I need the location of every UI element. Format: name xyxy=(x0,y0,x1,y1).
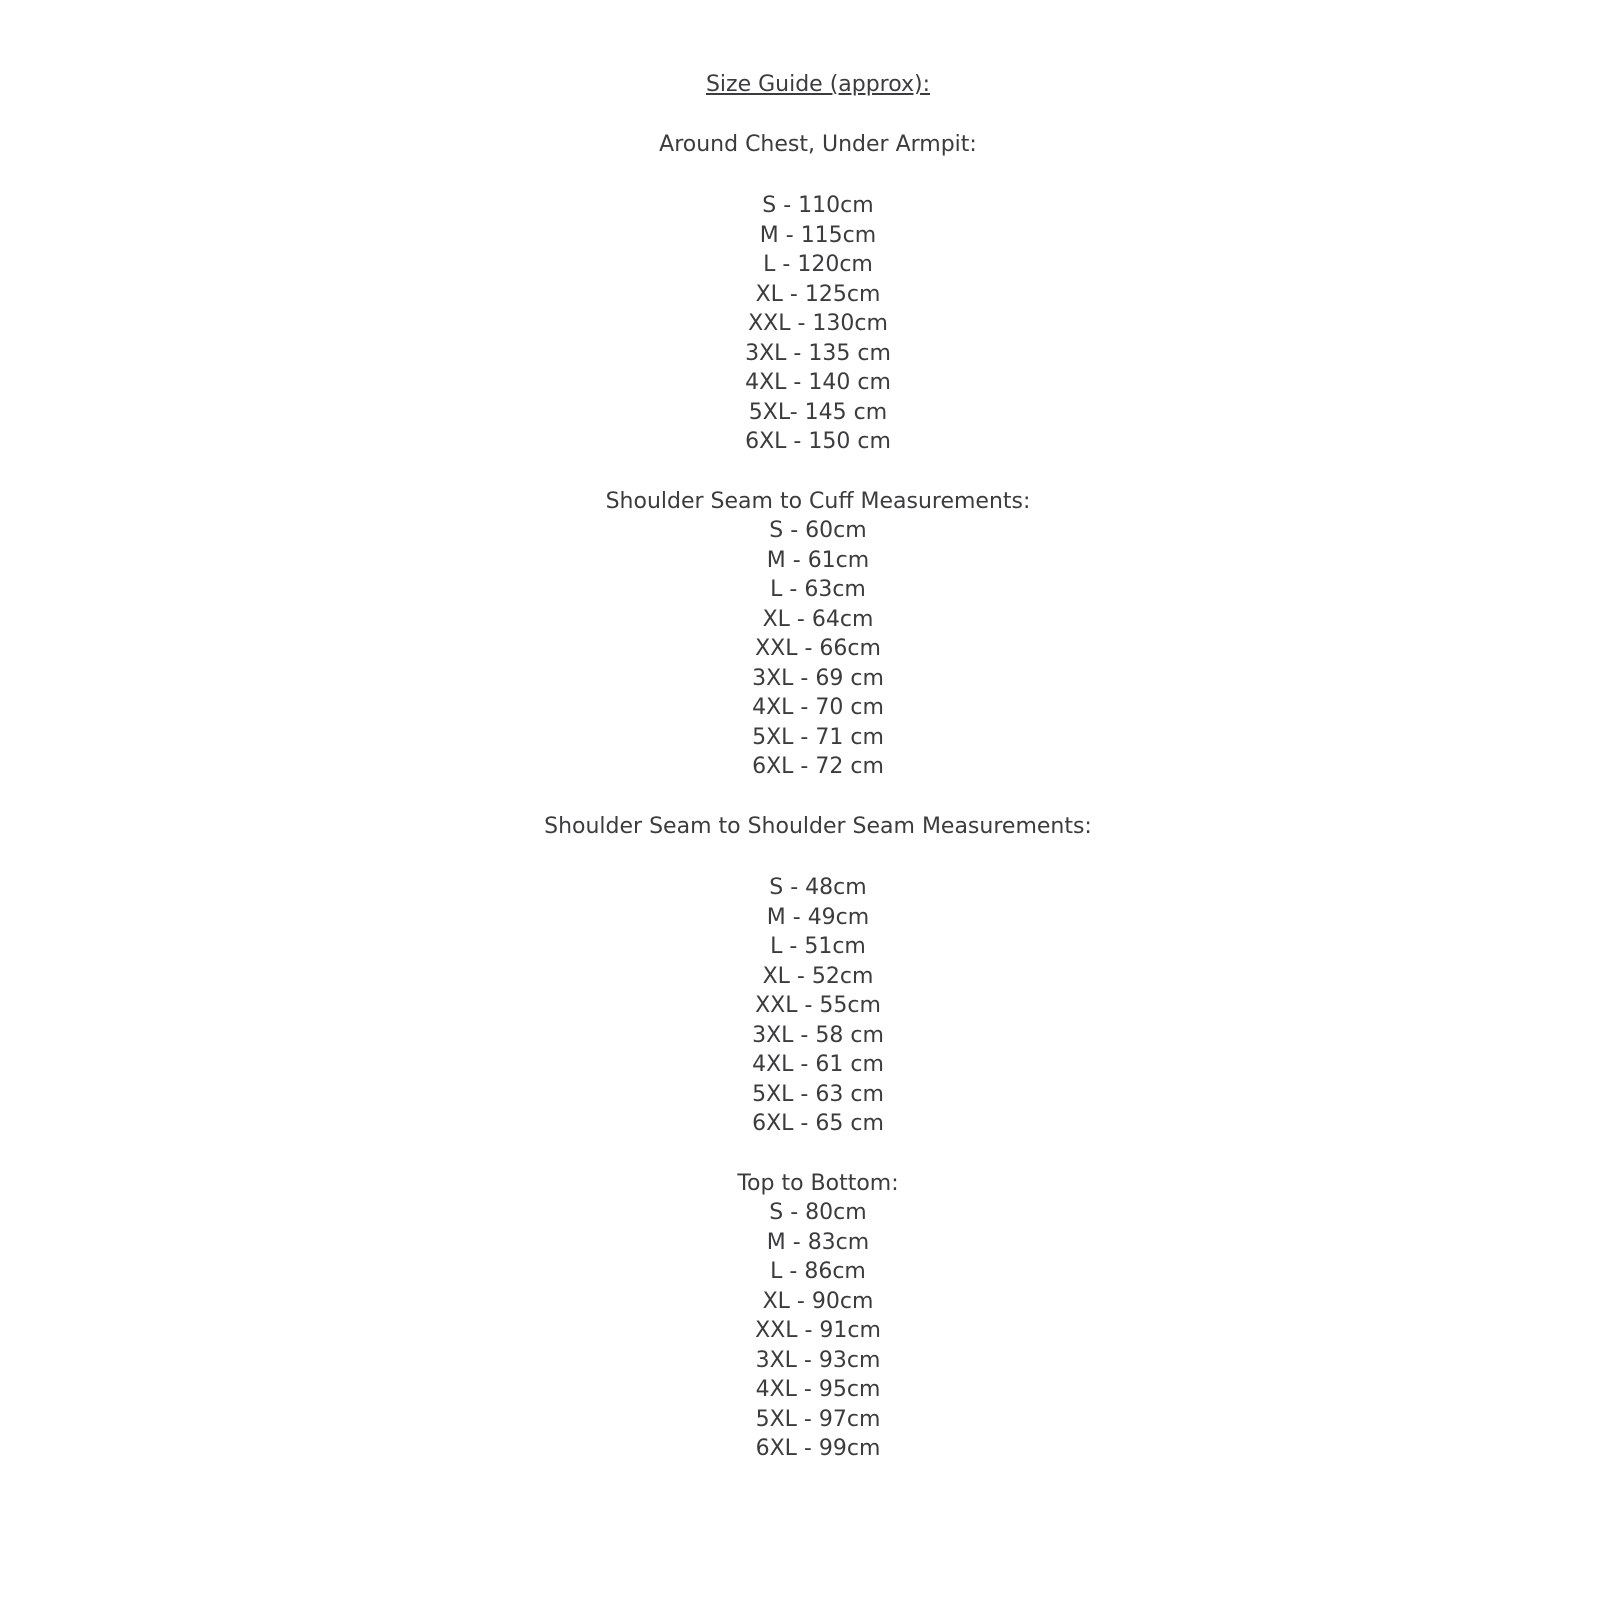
size-line: XL - 64cm xyxy=(762,606,874,632)
size-line: XXL - 66cm xyxy=(755,636,881,661)
size-line: XXL - 130cm xyxy=(748,311,888,336)
size-line: S - 48cm xyxy=(769,875,867,900)
document-title: Size Guide (approx): xyxy=(705,72,931,97)
size-line: 6XL - 99cm xyxy=(755,1436,881,1461)
section-heading: Shoulder Seam to Shoulder Seam Measurements: xyxy=(544,813,1092,839)
section-shoulder-to-shoulder xyxy=(36,812,1600,1139)
size-line: 3XL - 69 cm xyxy=(752,665,884,691)
size-line: 3XL - 58 cm xyxy=(752,1022,884,1048)
size-line: L - 120cm xyxy=(763,252,873,277)
size-line: M - 49cm xyxy=(766,904,870,930)
section-around-chest xyxy=(36,130,1600,457)
size-line: 5XL - 97cm xyxy=(755,1406,881,1432)
size-line: 4XL - 61 cm xyxy=(752,1052,884,1077)
size-line: 6XL - 72 cm xyxy=(752,754,884,779)
size-line: XXL - 55cm xyxy=(755,993,881,1018)
size-line: XL - 90cm xyxy=(762,1288,874,1314)
section-shoulder-to-cuff xyxy=(36,487,1600,782)
size-line: S - 60cm xyxy=(769,518,867,543)
size-line: 3XL - 93cm xyxy=(755,1347,881,1373)
size-line: L - 51cm xyxy=(770,934,866,959)
size-line: 6XL - 150 cm xyxy=(745,429,891,454)
size-line: M - 61cm xyxy=(766,547,870,573)
size-line: L - 86cm xyxy=(770,1259,866,1284)
size-line: 5XL - 63 cm xyxy=(752,1081,884,1107)
size-line: 6XL - 65 cm xyxy=(752,1111,884,1136)
section-top-to-bottom xyxy=(36,1169,1600,1464)
size-line: L - 63cm xyxy=(770,577,866,602)
section-heading: Top to Bottom: xyxy=(737,1170,899,1196)
size-line: 5XL- 145 cm xyxy=(748,399,888,425)
size-line: XL - 52cm xyxy=(762,963,874,989)
size-line: 4XL - 95cm xyxy=(755,1377,881,1402)
size-line: XL - 125cm xyxy=(755,281,881,307)
size-line: M - 115cm xyxy=(759,222,877,248)
size-line: S - 110cm xyxy=(762,193,874,218)
size-line: XXL - 91cm xyxy=(755,1318,881,1343)
size-line: 5XL - 71 cm xyxy=(752,724,884,750)
size-line: S - 80cm xyxy=(769,1200,867,1225)
size-line: 4XL - 140 cm xyxy=(745,370,891,395)
size-line: M - 83cm xyxy=(766,1229,870,1255)
size-line: 3XL - 135 cm xyxy=(745,340,891,366)
section-heading: Around Chest, Under Armpit: xyxy=(659,131,977,157)
section-heading: Shoulder Seam to Cuff Measurements: xyxy=(605,488,1031,514)
size-line: 4XL - 70 cm xyxy=(752,695,884,720)
